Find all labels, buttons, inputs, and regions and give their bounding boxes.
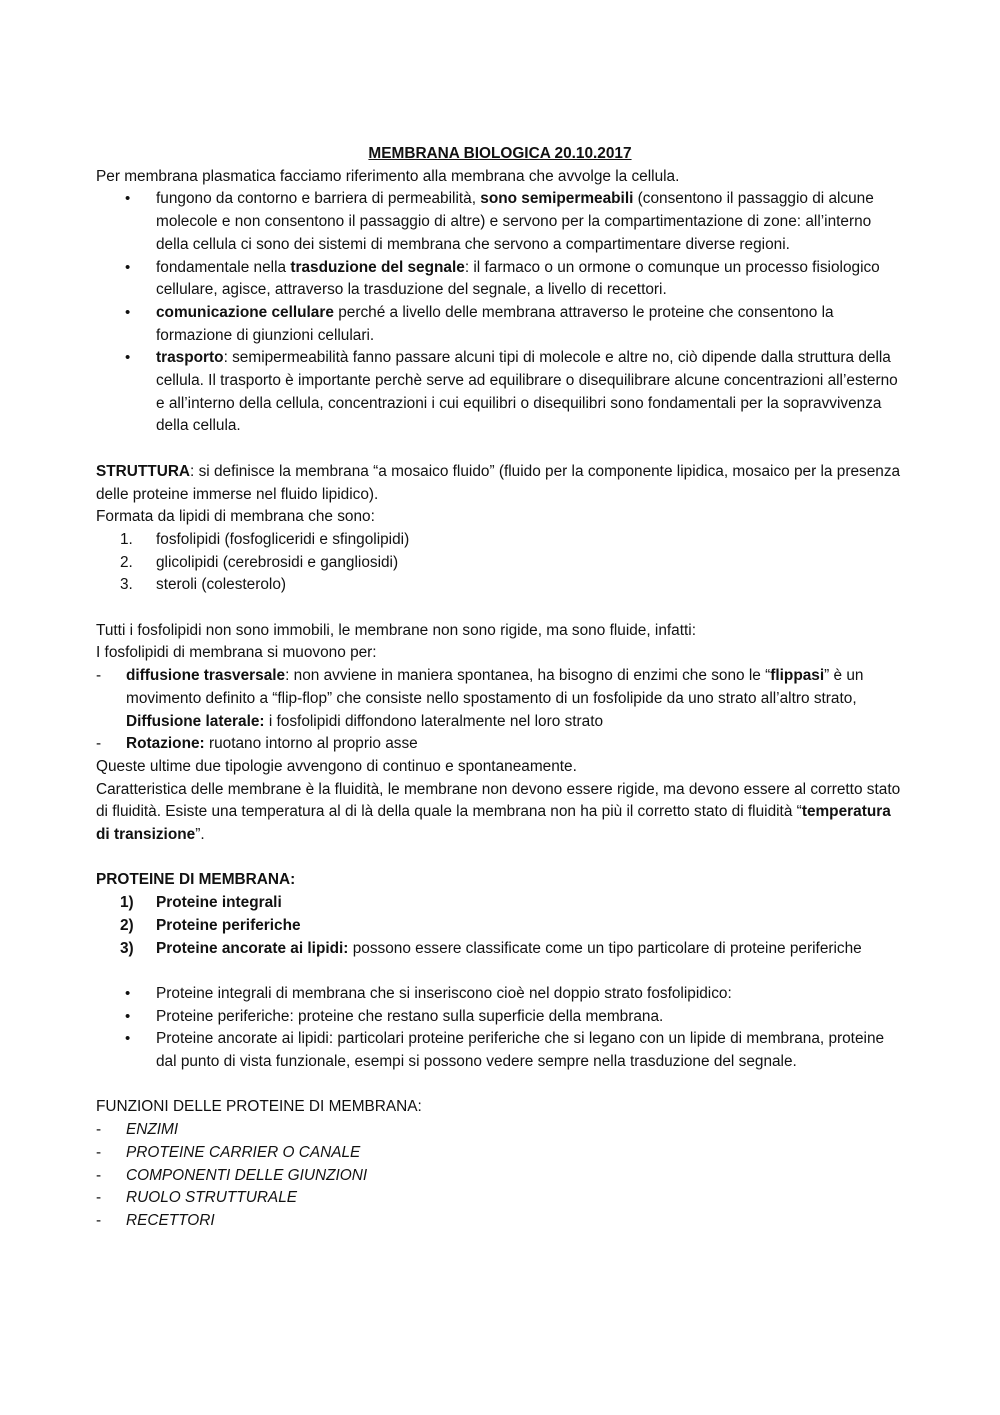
list-item <box>96 1210 904 1233</box>
item-italic-text: COMPONENTI DELLE GIUNZIONI <box>126 1166 368 1184</box>
lipids-list <box>96 529 904 597</box>
item-bold-text: trasporto <box>156 349 224 367</box>
item-text: fosfolipidi (fosfogliceridi e sfingolipidi) <box>156 530 410 548</box>
item-text: i fosfolipidi diffondono lateralmente nel loro strato <box>264 712 604 730</box>
list-item <box>96 529 904 552</box>
list-item <box>96 1142 904 1165</box>
item-text: steroli (colesterolo) <box>156 576 287 594</box>
list-item <box>96 552 904 575</box>
item-bold-text: Proteine ancorate ai lipidi: <box>156 939 349 957</box>
item-text: (consentono il passaggio di alcune molecole e non consentono il passaggio di altre) e servono per la compartimentazione di zone: all’interno della cellula ci sono dei sistemi di membrana che servono a compartimentare diverse regioni. <box>156 190 874 253</box>
dash-marker: - <box>96 1211 102 1229</box>
list-item <box>96 938 904 961</box>
intro-paragraph: Per membrana plasmatica facciamo riferimento alla membrana che avvolge la cellula. <box>96 167 680 185</box>
paragraph-text: ”. <box>195 826 205 844</box>
item-text: fondamentale nella <box>156 258 291 276</box>
structure-label: STRUTTURA <box>96 462 191 480</box>
item-text: ” è un movimento definito a “flip-flop” che consiste nello spostamento di un fosfolipide da uno strato all’altro strato, <box>126 667 864 707</box>
lipids-intro: Formata da lipidi di membrana che sono: <box>96 508 375 526</box>
list-item <box>96 1119 904 1142</box>
protein-descriptions-list <box>96 983 904 1074</box>
list-item <box>96 733 904 756</box>
item-bold-text: diffusione trasversale <box>126 667 286 685</box>
structure-paragraph <box>96 461 904 506</box>
list-item <box>96 302 904 347</box>
list-item <box>96 188 904 256</box>
list-number: 3) <box>120 939 134 957</box>
spacer <box>96 1074 904 1097</box>
list-number: 1) <box>120 894 134 912</box>
section-heading: FUNZIONI DELLE PROTEINE DI MEMBRANA: <box>96 1098 422 1116</box>
dash-marker: - <box>96 1143 102 1161</box>
item-text: : il farmaco o un ormone o comunque un processo fisiologico cellulare, agisce, attraverso la trasduzione del segnale, a livello di recettori. <box>156 258 880 299</box>
dash-marker: - <box>96 735 102 753</box>
item-text: possono essere classificate come un tipo particolare di proteine periferiche <box>348 939 862 957</box>
dash-marker: - <box>96 1189 102 1207</box>
item-bold-text: comunicazione cellulare <box>156 303 334 321</box>
spacer <box>96 438 904 461</box>
item-text: glicolipidi (cerebrosidi e gangliosidi) <box>156 553 399 571</box>
fluidity-line: Queste ultime due tipologie avvengono di continuo e spontaneamente. <box>96 757 577 775</box>
dash-marker: - <box>96 1121 102 1139</box>
list-number: 2) <box>120 916 134 934</box>
list-item <box>96 257 904 302</box>
item-text: : non avviene in maniera spontanea, ha bisogno di enzimi che sono le “ <box>285 667 771 685</box>
list-item: • Proteine ancorate ai lipidi: particolari proteine periferiche che si legano con un lipide di membrana, proteine dal punto di vista funzionale, esempi si possono vedere sempre nella trasduzione del segnale. <box>96 1028 904 1073</box>
fluidity-line: I fosfolipidi di membrana si muovono per: <box>96 644 377 662</box>
list-item <box>96 1187 904 1210</box>
item-text: : semipermeabilità fanno passare alcuni tipi di molecole e altre no, ciò dipende dalla struttura della cellula. Il trasporto è importante perchè serve ad equilibrare o disequilibrare alcune concentrazioni all’esterno e all’interno della cellula, concentrazioni i cui equilibri o disequilibri sono fondamentali per la sopravvivenza della cellula. <box>156 349 898 435</box>
protein-types-list <box>96 892 904 960</box>
item-italic-text: RECETTORI <box>126 1211 215 1229</box>
item-italic-text: RUOLO STRUTTURALE <box>126 1189 298 1207</box>
item-text: ruotano intorno al proprio asse <box>204 735 418 753</box>
item-bold-text: sono semipermeabili <box>480 190 634 208</box>
list-item: • Proteine integrali di membrana che si inseriscono cioè nel doppio strato fosfolipidico: <box>96 983 904 1006</box>
list-item <box>96 665 904 733</box>
spacer <box>96 960 904 983</box>
paragraph-text: Caratteristica delle membrane è la fluidità, le membrane non devono essere rigide, ma devono essere al corretto stato di fluidità. Esiste una temperatura al di là della quale la membrana non ha più il corretto stato di fluidità “ <box>96 780 901 821</box>
list-item <box>96 347 904 438</box>
item-bold-text: Diffusione laterale: <box>126 712 265 730</box>
paragraph-bold-text: temperatura di transizione <box>96 803 891 844</box>
fluidity-paragraph <box>96 779 904 847</box>
spacer <box>96 847 904 870</box>
membrane-functions-list <box>96 188 904 438</box>
list-number: 2. <box>120 553 133 571</box>
heading-text: PROTEINE DI MEMBRANA: <box>96 871 296 889</box>
protein-functions-list <box>96 1119 904 1233</box>
item-bold-text: Proteine periferiche <box>156 916 301 934</box>
fluidity-line: Tutti i fosfolipidi non sono immobili, le membrane non sono rigide, ma sono fluide, infatti: <box>96 621 696 639</box>
list-item <box>96 915 904 938</box>
item-text: fungono da contorno e barriera di permeabilità, <box>156 190 481 208</box>
list-item <box>96 892 904 915</box>
item-bold-text: Rotazione: <box>126 735 205 753</box>
item-bold-text: trasduzione del segnale <box>290 258 465 276</box>
dash-marker: - <box>96 667 102 685</box>
item-italic-text: PROTEINE CARRIER O CANALE <box>126 1143 361 1161</box>
list-item: • Proteine periferiche: proteine che restano sulla superficie della membrana. <box>96 1006 904 1029</box>
item-italic-text: ENZIMI <box>126 1121 179 1139</box>
section-heading <box>96 869 904 892</box>
page-title: MEMBRANA BIOLOGICA 20.10.2017 <box>368 145 632 162</box>
list-item <box>96 1165 904 1188</box>
list-item <box>96 574 904 597</box>
list-number: 3. <box>120 576 133 594</box>
dash-marker: - <box>96 1166 102 1184</box>
movement-list <box>96 665 904 756</box>
spacer <box>96 597 904 620</box>
item-bold-text: Proteine integrali <box>156 894 282 912</box>
item-bold-text: flippasi <box>770 667 825 685</box>
item-text: perché a livello delle membrana attraverso le proteine che consentono la formazione di giunzioni cellulari. <box>156 303 834 344</box>
structure-text: : si definisce la membrana “a mosaico fluido” (fluido per la componente lipidica, mosaico per la presenza delle proteine immerse nel fluido lipidico). <box>96 462 901 503</box>
list-number: 1. <box>120 530 133 548</box>
